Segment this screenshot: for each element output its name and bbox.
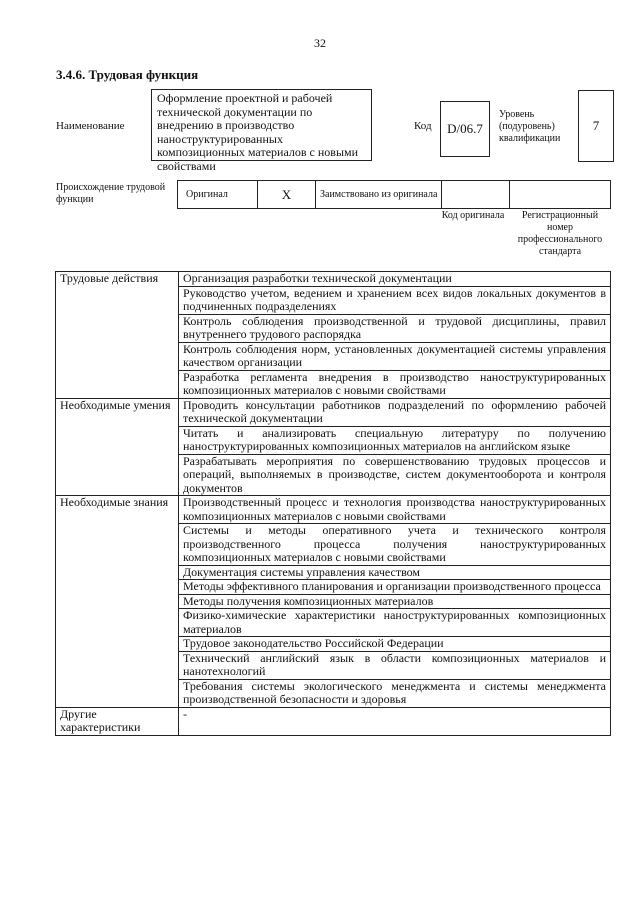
function-name-box: Оформление проектной и рабочей технической документации по внедрению в производство наноструктурированных композиционных материалов с новыми свойствами [151, 89, 372, 161]
reg-number-cell [509, 181, 610, 208]
table-cell: Системы и методы оперативного учета и технического контроля производственного процесса получения наноструктурированных композиционных материалов с новыми свойствами [179, 524, 611, 566]
reg-caption: Регистрационный номер профессионального стандарта [517, 210, 603, 257]
code-label: Код [414, 120, 432, 132]
code-value-box: D/06.7 [440, 101, 490, 157]
table-cell: - [179, 707, 611, 735]
table-cell: Физико-химические характеристики наноструктурированных композиционных материалов [179, 609, 611, 637]
table-cell: Требования системы экологического менеджмента и системы менеджмента производственной безопасности и здоровья [179, 679, 611, 707]
table-cell: Руководство учетом, ведением и хранением всех видов локальных документов в подчиненных подразделениях [179, 286, 611, 314]
table-cell: Документация системы управления качеством [179, 565, 611, 580]
competency-table [55, 271, 611, 736]
section-label: Другие характеристики [56, 707, 179, 735]
original-code-cell [442, 181, 510, 208]
table-cell: Разработка регламента внедрения в производство наноструктурированных композиционных материалов с новыми свойствами [179, 370, 611, 398]
section-label: Необходимые умения [56, 398, 179, 496]
table-cell: Разрабатывать мероприятия по совершенствованию трудовых процессов и операций, выполняемых в производстве, систем документооборота и контроля документов [179, 454, 611, 496]
table-cell: Технический английский язык в области композиционных материалов и нанотехнологий [179, 651, 611, 679]
section-label: Трудовые действия [56, 272, 179, 399]
origin-label: Происхождение трудовой функции [56, 182, 166, 205]
table-cell: Методы эффективного планирования и организации производственного процесса [179, 580, 611, 595]
table-cell: Трудовое законодательство Российской Федерации [179, 637, 611, 652]
table-cell: Контроль соблюдения норм, установленных документацией системы управления качеством организации [179, 342, 611, 370]
original-label: Оригинал [178, 181, 258, 208]
table-cell: Контроль соблюдения производственной и трудовой дисциплины, правил внутреннего трудового распорядка [179, 314, 611, 342]
name-label: Наименование [56, 120, 125, 132]
table-row [56, 707, 611, 735]
section-title: 3.4.6. Трудовая функция [56, 67, 199, 82]
table-cell: Проводить консультации работников подразделений по оформлению рабочей технической документации [179, 398, 611, 426]
table-cell: Производственный процесс и технология производства наноструктурированных композиционных материалов с новыми свойствами [179, 496, 611, 524]
section-label: Необходимые знания [56, 496, 179, 708]
table-cell: Читать и анализировать специальную литературу по получению наноструктурированных композиционных материалов на английском языке [179, 426, 611, 454]
code-caption: Код оригинала [441, 210, 505, 221]
table-cell: Методы получения композиционных материалов [179, 594, 611, 609]
level-value-box: 7 [578, 90, 614, 162]
table-row [56, 398, 611, 426]
level-label: Уровень (подуровень) квалификации [499, 109, 561, 144]
table-cell: Организация разработки технической документации [179, 272, 611, 287]
table-row [56, 272, 611, 287]
borrowed-label: Заимствовано из оригинала [315, 181, 442, 208]
table-row [56, 496, 611, 524]
origin-row [177, 180, 611, 209]
page-number: 32 [314, 36, 326, 50]
original-mark: X [258, 181, 316, 208]
